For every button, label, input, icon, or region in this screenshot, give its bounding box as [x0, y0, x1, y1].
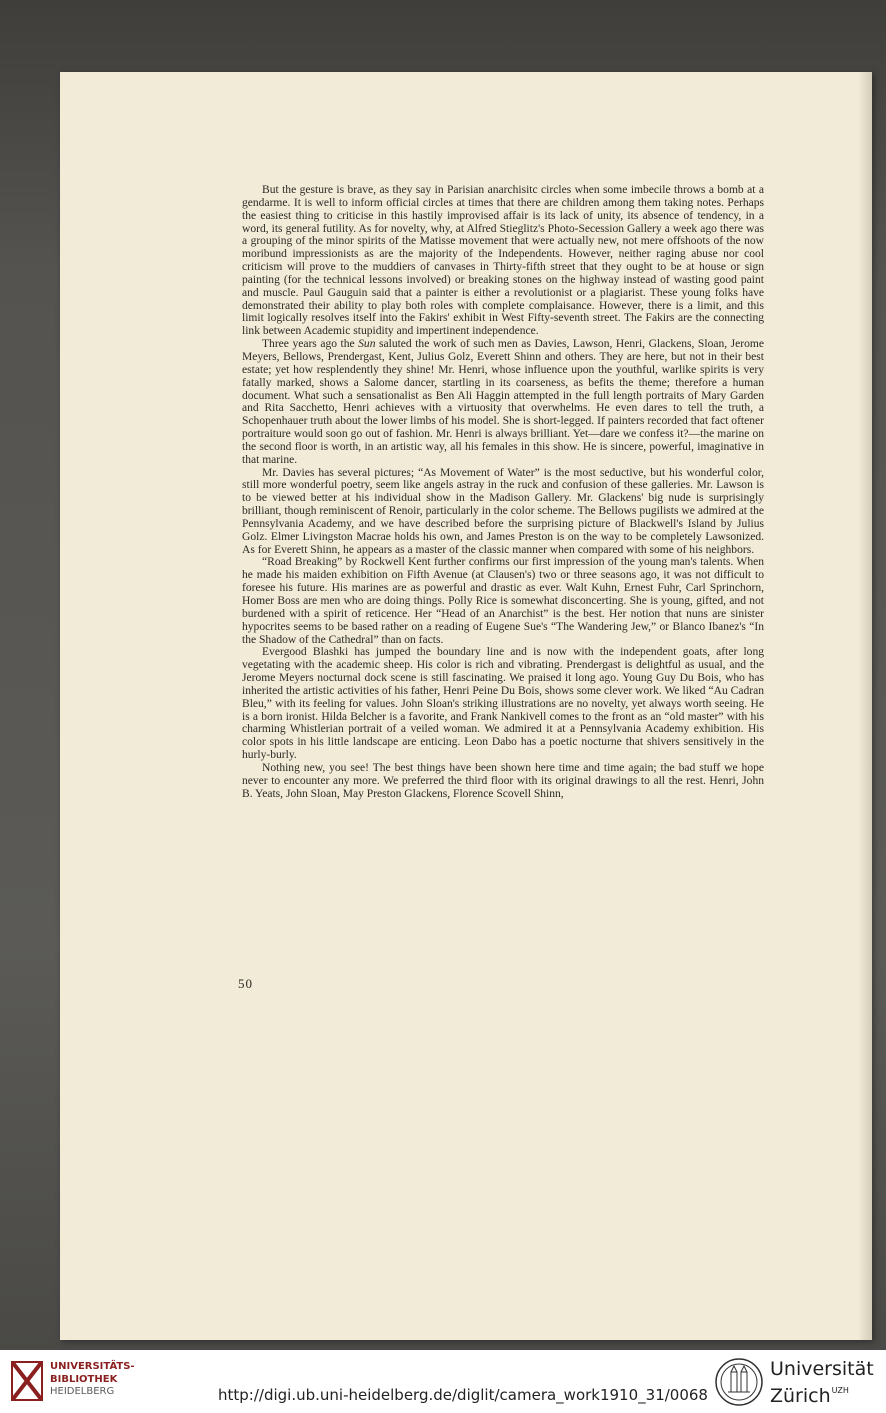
- paragraph-5: Evergood Blashki has jumped the boundary line and is now with the independent goats, after long vegetating with the academic sheep. His color is rich and vibrating. Prendergast is delightful as usual, and the Jerome Meyers nocturnal dock scene is still fascinating. We praised it long ago. Young Guy Du Bois, who has inherited the artistic activities of his father, Henri Peine Du Bois, shows some clever work. We liked “Au Cadran Bleu,” with its feeling for values. John Sloan's striking illustrations are no novelty, yet always worth seeing. He is a born ironist. Hilda Belcher is a favorite, and Frank Nankivell comes to the front as an “old master” with his charming Whistlerian portrait of a veiled woman. We admired it at a Pennsylvania Academy exhibition. His color spots in his little landscape are enticing. Leon Dabo has a poetic nocturne that shivers sensitively in the hurly-burly.: [242, 646, 764, 762]
- uzh-line-1: Universität: [770, 1358, 874, 1380]
- uzh-line-2-text: Zürich: [770, 1385, 831, 1407]
- uzh-seal-icon[interactable]: [714, 1357, 764, 1407]
- uzh-superscript: UZH: [831, 1386, 849, 1395]
- uzh-wordmark: [770, 1359, 874, 1407]
- document-url[interactable]: http://digi.ub.uni-heidelberg.de/diglit/camera_work1910_31/0068: [218, 1386, 708, 1404]
- page-edge-shadow: [858, 72, 872, 1340]
- library-line-1: UNIVERSITÄTS-: [50, 1361, 135, 1372]
- newspaper-title: Sun: [358, 338, 376, 351]
- article-text: [242, 184, 764, 801]
- uzh-line-2: [770, 1380, 874, 1407]
- paragraph-4: “Road Breaking” by Rockwell Kent further confirms our first impression of the young man's talents. When he made his maiden exhibition on Fifth Avenue (at Clausen's) two or three seasons ago, it was not difficult to foresee his future. His marines are as powerful and drastic as ever. Walt Kuhn, Ernest Fuhr, Carl Sprinchorn, Homer Boss are men who are doing things. Polly Rice is somewhat disconcerting. She is young, gifted, and not burdened with a spirit of reticence. Her “Head of an Anarchist” is the best. Her notion that nuns are sinister hypocrites seems to be based rather on a reading of Eugene Sue's “The Wandering Jew,” or Blanco Ibanez's “In the Shadow of the Cathedral” than on facts.: [242, 556, 764, 646]
- paragraph-1: But the gesture is brave, as they say in Parisian anarchisitc circles when some imbecile throws a bomb at a gendarme. It is well to inform official circles at times that there are children among them taking notes. Perhaps the easiest thing to criticise in this hastily improvised affair is its lack of unity, its absence of tendency, in a word, its general futility. As for novelty, why, at Alfred Stieglitz's Photo-Secession Gallery a week ago there was a grouping of the minor spirits of the Matisse movement that were actually new, not mere offshoots of the now moribund impressionists as are the majority of the Independents. However, neither raging abuse nor cool criticism will prove to the muddiers of canvases in Thirty-fifth street that they ought to be at house or sign painting (for the technical lessons involved) or breaking stones on the highway instead of wasting good paint and muscle. Paul Gauguin said that a painter is either a revolutionist or a plagiarist. These young folks have demonstrated their ability to play both roles with complete complaisance. However, there is a limit, and this limit logically resolves itself into the Fakirs' exhibit in West Fifty-seventh street. The Fakirs are the connecting link between Academic stupidity and impertinent independence.: [242, 184, 764, 338]
- paragraph-6: Nothing new, you see! The best things have been shown here time and time again; the bad stuff we hope never to encounter any more. We preferred the third floor with its original drawings to all the rest. Henri, John B. Yeats, John Sloan, May Preston Glackens, Florence Scovell Shinn,: [242, 761, 764, 800]
- library-line-3: HEIDELBERG: [50, 1386, 115, 1397]
- paragraph-3: Mr. Davies has several pictures; “As Movement of Water” is the most seductive, but his wonderful color, still more wonderful poetry, seem like angels astray in the ruck and confusion of these galleries. Mr. Lawson is to be viewed better at his individual show in the Madison Gallery. Mr. Glackens' big nude is surprisingly brilliant, though reminiscent of Renoir, particularly in the color scheme. The Bellows pugilists we admired at the Pennsylvania Academy, and we have described before the surprising picture of Blackwell's Island by Julius Golz. Elmer Livingston Macrae holds his own, and James Preston is on the way to be completely Lawsonized. As for Everett Shinn, he appears as a master of the classic manner when compared with some of his neighbors.: [242, 466, 764, 556]
- book-page: [60, 72, 872, 1340]
- library-name: [50, 1361, 135, 1399]
- library-line-2: BIBLIOTHEK: [50, 1373, 118, 1385]
- heidelberg-library-logo-icon[interactable]: [10, 1360, 44, 1402]
- page-number: 50: [238, 976, 253, 991]
- paragraph-2: Three years ago the Sun saluted the work of such men as Davies, Lawson, Henri, Glackens, Sloan, Jerome Meyers, Bellows, Prendergast, Kent, Julius Golz, Everett Shinn and others. They are here, but not in their best estate; yet how resplendently they shine! Mr. Henri, whose influence upon the youthful, warlike spirits is very fatally marked, shows a Salome dancer, startling in its coarseness, as befits the theme; therefore a human document. What such a sensationalist as Ben Ali Haggin attempted in the full length portraits of Mary Garden and Rita Sacchetto, Henri achieves with a virtuosity that overwhelms. He even dares to tell the truth, a Schopenhauer truth about the lower limbs of his model. She is short-legged. If painters recorded that fact oftener portraiture would soon go out of fashion. Mr. Henri is always brilliant. Yet—dare we confess it?—the marine on the second floor is worth, in an artistic way, all his females in this show. He is sincere, powerful, imaginative in that marine.: [242, 338, 764, 466]
